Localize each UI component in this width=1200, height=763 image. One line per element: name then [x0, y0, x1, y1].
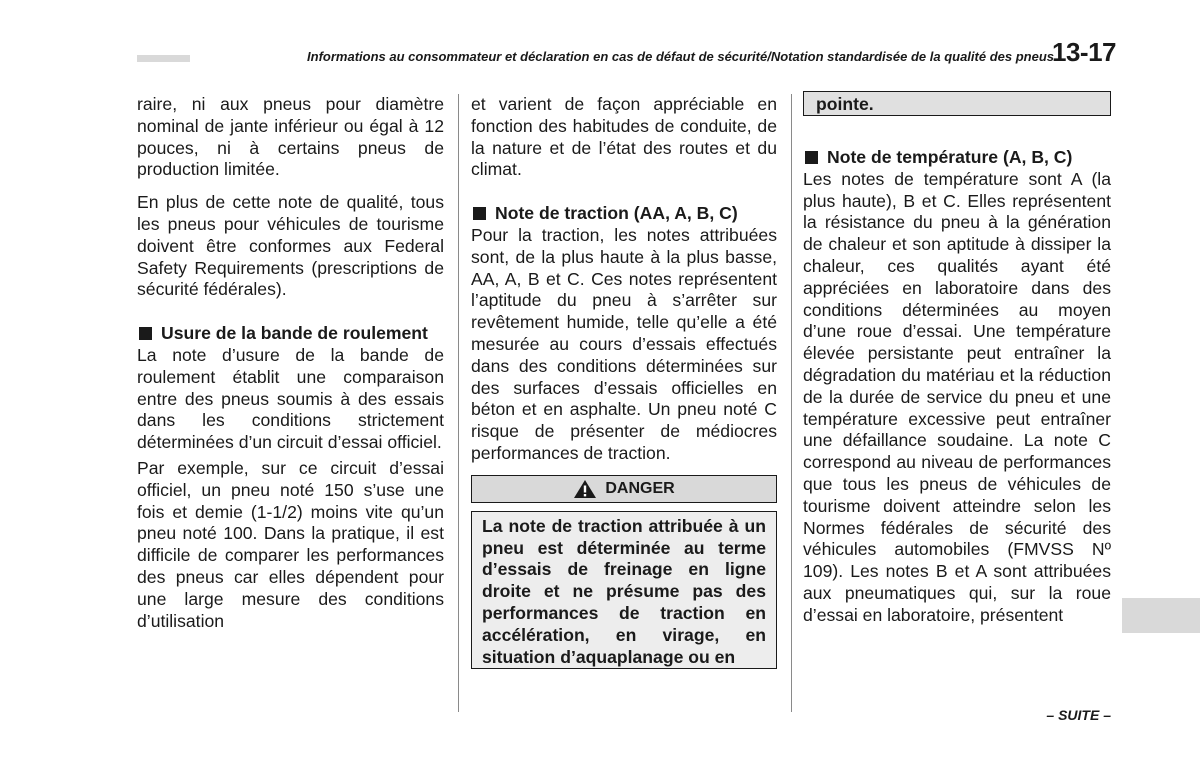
square-bullet-icon: [139, 327, 152, 340]
section-heading-text: Usure de la bande de roulement: [161, 323, 428, 344]
danger-label: DANGER: [605, 479, 675, 497]
paragraph: Par exemple, sur ce circuit d’essai officiel, un pneu noté 150 s’use une fois et demie (1-1/2) moins vite qu’un pneu noté 100. Dans la pratique, il est difficile de comparer les performances des pneus car elles dépendent pour une large mesure des conditions d’utilisation: [137, 457, 444, 631]
section-heading-text: Note de traction (AA, A, B, C): [495, 203, 738, 224]
paragraph: En plus de cette note de qualité, tous les pneus pour véhicules de tourisme doivent être conformes aux Federal Safety Requirements (prescriptions de sécurité fédérales).: [137, 192, 444, 300]
column-2: [471, 94, 777, 669]
section-heading: [803, 147, 1111, 169]
page-number: 13-17: [1052, 37, 1116, 67]
danger-text: La note de traction attribuée à un pneu est déterminée au terme d’essais de freinage en ligne droite et ne présume pas des performances de traction en accélération, en virage, en situation d’aquaplanage ou en: [471, 511, 777, 669]
square-bullet-icon: [805, 151, 818, 164]
paragraph: La note d’usure de la bande de roulement établit une comparaison entre des pneus soumis à des essais dans les conditions strictement déterminées d’un circuit d’essai officiel.: [137, 344, 444, 453]
paragraph: Les notes de température sont A (la plus haute), B et C. Elles représentent la résistance du pneu à la génération de chaleur et son aptitude à dissiper la chaleur, ces qualités ayant été appréciées en laboratoire dans des conditions déterminées au moyen d’une roue d’essai. Une température élevée persistante peut entraîner la dégradation du matériau et la réduction de la durée de service du pneu et une température excessive peut entraîner une défaillance soudaine. La note C correspond au niveau de performances que tous les pneus de véhicules de tourisme doivent atteindre selon les Normes fédérales de sécurité des véhicules automobiles (FMVSS Nº 109). Les notes B et A sont attribuées aux pneumatiques qui, sur la roue d’essai en laboratoire, présentent: [803, 168, 1111, 625]
column-3: [803, 94, 1111, 627]
danger-box: [471, 475, 777, 669]
paragraph: et varient de façon appréciable en fonction des habitudes de conduite, de la nature et de l’état des routes et du climat.: [471, 94, 777, 180]
section-heading-text: Note de température (A, B, C): [827, 147, 1073, 167]
running-header: Informations au consommateur et déclaration en cas de défaut de sécurité/Notation standardisée de la qualité des pneus: [190, 49, 1054, 64]
paragraph: raire, ni aux pneus pour diamètre nominal de jante inférieur ou égal à 12 pouces, ni à certains pneus de production limitée.: [137, 94, 444, 180]
column-1: [137, 94, 444, 632]
warning-triangle-icon: [573, 479, 597, 499]
square-bullet-icon: [473, 207, 486, 220]
chapter-tab: [1122, 598, 1200, 633]
section-heading: [471, 203, 777, 225]
paragraph: Pour la traction, les notes attribuées sont, de la plus haute à la plus basse, AA, A, B et C. Ces notes représentent l’aptitude du pneu à s’arrêter sur revêtement humide, telle qu’elle a été mesurée au cours d’essais effectués dans des conditions déterminées sur des surfaces d’essais officielles en béton et en asphalte. Un pneu noté C risque de présenter de médiocres performances de traction.: [471, 224, 777, 463]
section-heading: [137, 323, 444, 345]
danger-header: [471, 475, 777, 503]
column-divider: [458, 94, 459, 712]
danger-continuation: pointe.: [803, 91, 1111, 116]
continued-marker: – SUITE –: [1046, 707, 1111, 723]
column-divider: [791, 94, 792, 712]
